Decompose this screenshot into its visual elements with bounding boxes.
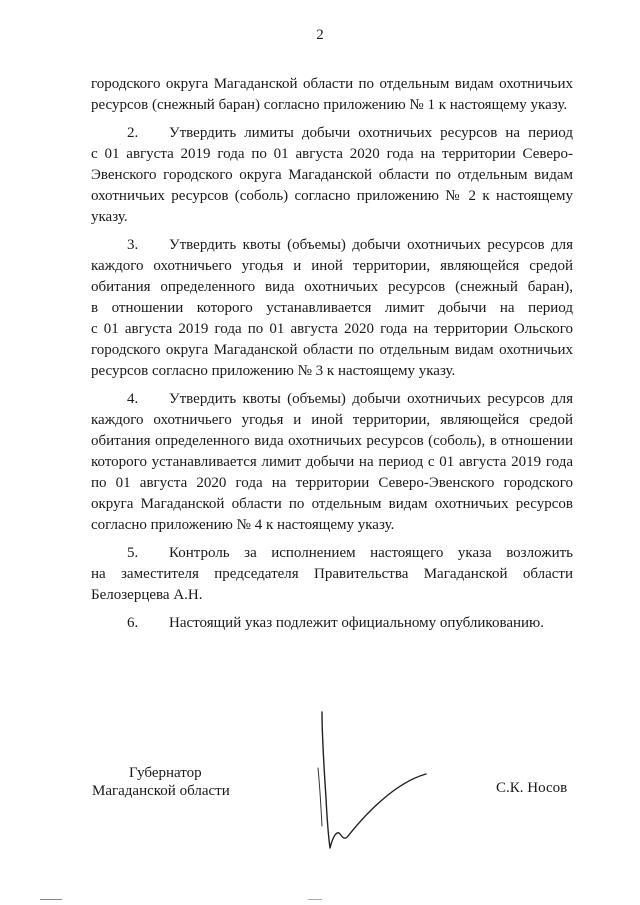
item-number: 4.: [127, 391, 139, 407]
signatory-title: [92, 764, 230, 800]
text-line: Эвенского городского округа Магаданской области по отдельным видам: [91, 167, 573, 183]
text-line: [91, 613, 573, 634]
text-line: [91, 235, 573, 256]
text-line: которого устанавливается лимит добычи на период с 01 августа 2019 года: [91, 454, 573, 470]
scan-artifact-line: [40, 899, 62, 900]
page-number: 2: [316, 27, 324, 43]
text-line: обитания определенного вида охотничьих ресурсов (снежный баран),: [91, 279, 573, 295]
text-line-content: Утвердить лимиты добычи охотничьих ресурсов на период: [169, 125, 573, 141]
text-line: в отношении которого устанавливается лимит добычи на период: [91, 300, 573, 316]
signatory-name: С.К. Носов: [496, 780, 568, 796]
text-line-content: Утвердить квоты (объемы) добычи охотничьих ресурсов для: [169, 391, 573, 407]
text-line: городского округа Магаданской области по отдельным видам охотничьих: [91, 76, 573, 92]
text-line: по 01 августа 2020 года на территории Северо-Эвенского городского: [91, 475, 573, 491]
text-line: городского округа Магаданской области по отдельным видам охотничьих: [91, 342, 573, 358]
handwritten-signature: [300, 708, 440, 858]
paragraph-item-2: [91, 123, 573, 228]
text-line: каждого охотничьего угодья и иной территории, являющейся средой: [91, 412, 573, 428]
text-line: с 01 августа 2019 года по 01 августа 2020 года на территории Северо-: [91, 146, 573, 162]
item-number: 6.: [127, 615, 139, 631]
paragraph-item-6: [91, 613, 573, 634]
text-line-content: Контроль за исполнением настоящего указа возложить: [169, 545, 573, 561]
paragraph-continuation: [91, 74, 573, 116]
text-line-content: Настоящий указ подлежит официальному опубликованию.: [169, 615, 545, 631]
text-line: охотничьих ресурсов (соболь) согласно приложению № 2 к настоящему: [91, 188, 573, 204]
text-line-content: Утвердить квоты (объемы) добычи охотничьих ресурсов для: [169, 237, 573, 253]
paragraph-item-5: [91, 543, 573, 606]
text-line: обитания определенного вида охотничьих ресурсов (соболь), в отношении: [91, 433, 573, 449]
text-line: указу.: [91, 209, 128, 225]
text-line: каждого охотничьего угодья и иной территории, являющейся средой: [91, 258, 573, 274]
paragraph-item-3: [91, 235, 573, 382]
text-line: Белозерцева А.Н.: [91, 587, 203, 603]
scan-artifact-line: [308, 899, 322, 900]
item-number: 3.: [127, 237, 139, 253]
text-line: на заместителя председателя Правительства Магаданской области: [91, 566, 573, 582]
document-body: [91, 74, 573, 641]
text-line: округа Магаданской области по отдельным видам охотничьих ресурсов: [91, 496, 573, 512]
text-line: ресурсов согласно приложению № 3 к настоящему указу.: [91, 363, 456, 379]
text-line: [91, 543, 573, 564]
text-line: ресурсов (снежный баран) согласно приложению № 1 к настоящему указу.: [91, 97, 568, 113]
text-line: с 01 августа 2019 года по 01 августа 2020 года на территории Ольского: [91, 321, 573, 337]
text-line: [91, 123, 573, 144]
text-line: [91, 389, 573, 410]
item-number: 5.: [127, 545, 139, 561]
signatory-title-line2: Магаданской области: [92, 783, 230, 799]
signatory-title-line1: Губернатор: [129, 765, 202, 781]
text-line: согласно приложению № 4 к настоящему указу.: [91, 517, 395, 533]
item-number: 2.: [127, 125, 139, 141]
paragraph-item-4: [91, 389, 573, 536]
